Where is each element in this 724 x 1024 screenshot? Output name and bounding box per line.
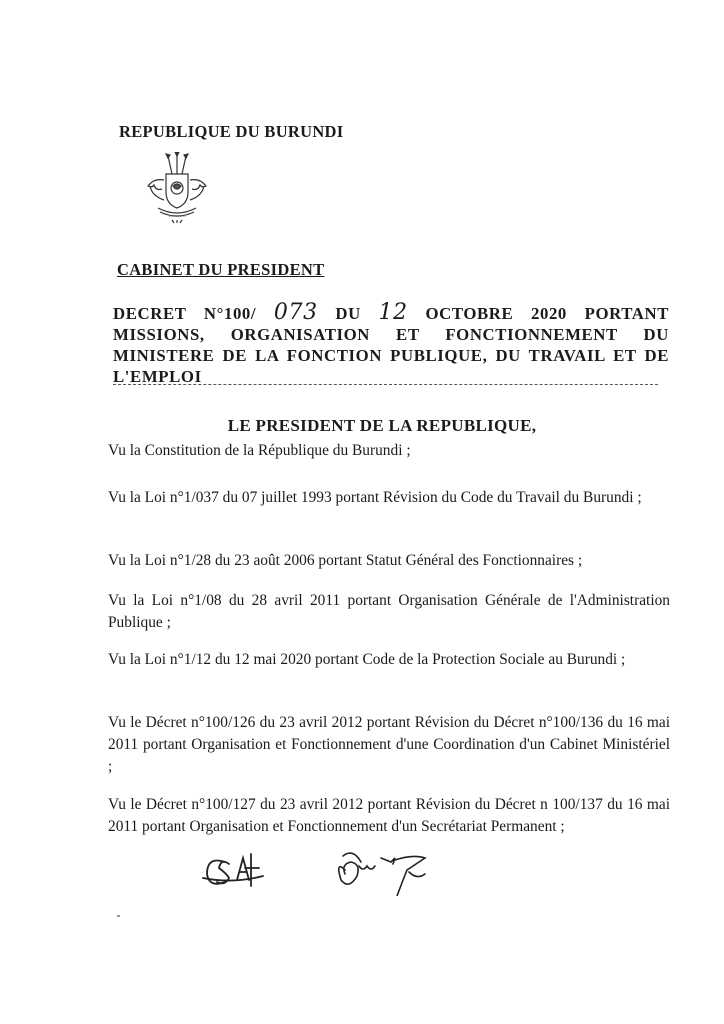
republic-header: REPUBLIQUE DU BURUNDI (119, 122, 344, 141)
separator-line (113, 384, 658, 385)
signature-initials-1 (203, 854, 263, 886)
decree-title (113, 302, 669, 387)
consideration-5: Vu la Loi n°1/12 du 12 mai 2020 portant Code de la Protection Sociale au Burundi ; (108, 651, 626, 668)
signatures (195, 848, 455, 896)
burundi-coat-of-arms-icon (142, 152, 212, 224)
decree-number-handwritten: 073 (273, 300, 318, 325)
decree-prefix: DECRET N°100/ (113, 304, 257, 323)
scan-speck (117, 915, 120, 917)
president-heading: LE PRESIDENT DE LA REPUBLIQUE, (227, 416, 537, 435)
decree-rest: OCTOBRE 2020 PORTANT MISSIONS, ORGANISATION ET FONCTIONNEMENT DU MINISTERE DE LA FONCTION PUBLIQUE, DU TRAVAIL ET DE L'EMPLOI (113, 304, 670, 386)
signature-initials-2 (339, 853, 425, 896)
cabinet-header: CABINET DU PRESIDENT (117, 260, 325, 279)
consideration-4: Vu la Loi n°1/08 du 28 avril 2011 portant Organisation Générale de l'Administration Publique ; (108, 592, 670, 631)
decree-day-handwritten: 12 (378, 300, 408, 325)
consideration-7: Vu le Décret n°100/127 du 23 avril 2012 portant Révision du Décret n 100/137 du 16 mai 2011 portant Organisation et Fonctionnement d'un Secrétariat Permanent ; (108, 796, 670, 835)
consideration-2: Vu la Loi n°1/037 du 07 juillet 1993 portant Révision du Code du Travail du Burundi ; (108, 489, 642, 506)
svg-text:~~~~~~~~: ~~~~~~~~ (168, 214, 186, 219)
consideration-1: Vu la Constitution de la République du Burundi ; (108, 442, 411, 459)
consideration-6: Vu le Décret n°100/126 du 23 avril 2012 portant Révision du Décret n°100/136 du 16 mai 2011 portant Organisation et Fonctionnement d'une Coordination d'un Cabinet Ministériel ; (108, 714, 670, 775)
decree-du: DU (335, 304, 361, 323)
consideration-3: Vu la Loi n°1/28 du 23 août 2006 portant Statut Général des Fonctionnaires ; (108, 552, 583, 569)
